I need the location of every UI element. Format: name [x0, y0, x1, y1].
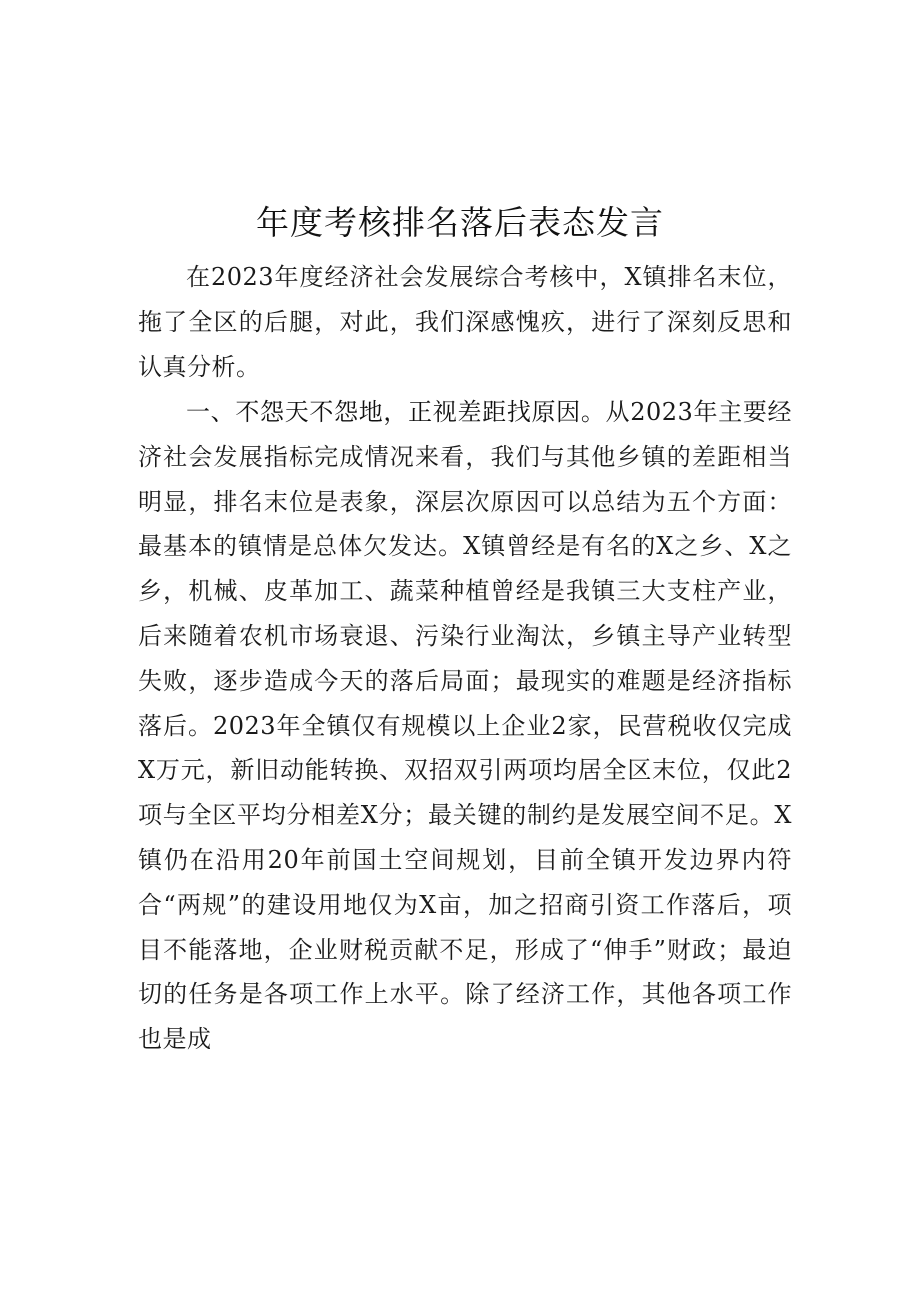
document-title: 年度考核排名落后表态发言 [256, 203, 664, 242]
paragraph-intro: 在2023年度经济社会发展综合考核中，X镇排名末位，拖了全区的后腿，对此，我们深感愧疚，进行了深刻反思和认真分析。 [138, 263, 792, 381]
section-one-heading: 一、不怨天不怨地，正视差距找原因。 [186, 398, 606, 426]
paragraph-section-one [138, 390, 792, 1062]
section-one-body: 从2023年主要经济社会发展指标完成情况来看，我们与其他乡镇的差距相当明显，排名末位是表象，深层次原因可以总结为五个方面：最基本的镇情是总体欠发达。X镇曾经是有名的X之乡、X之乡，机械、皮革加工、蔬菜种植曾经是我镇三大支柱产业，后来随着农机市场衰退、污染行业淘汰，乡镇主导产业转型失败，逐步造成今天的落后局面；最现实的难题是经济指标落后。2023年全镇仅有规模以上企业2家，民营税收仅完成X万元，新旧动能转换、双招双引两项均居全区末位，仅此2项与全区平均分相差X分；最关键的制约是发展空间不足。X镇仍在沿用20年前国土空间规划，目前全镇开发边界内符合“两规”的建设用地仅为X亩，加之招商引资工作落后，项目不能落地，企业财税贡献不足，形成了“伸手”财政；最迫切的任务是各项工作上水平。除了经济工作，其他各项工作也是成 [138, 398, 793, 1054]
